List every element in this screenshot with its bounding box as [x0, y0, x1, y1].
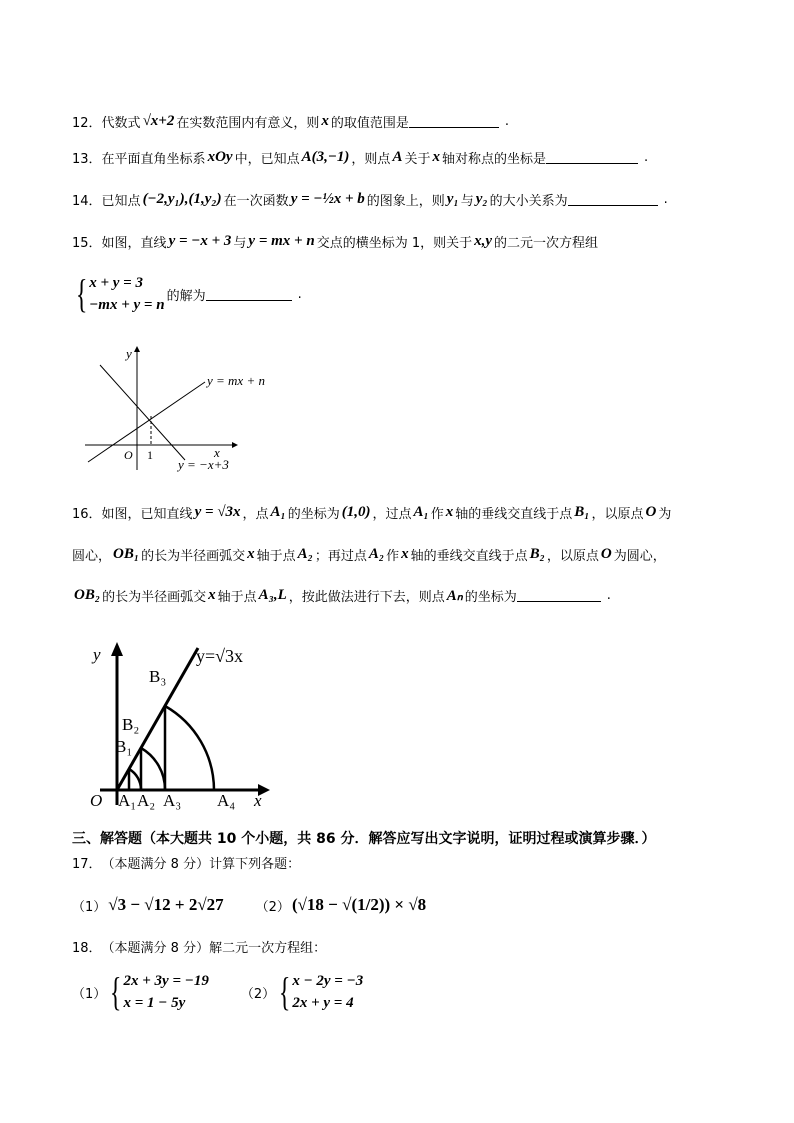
- line-label: y = −x+3: [178, 457, 229, 472]
- text: 如图，已知直线: [101, 507, 193, 522]
- math-expr: √x+2: [142, 113, 175, 129]
- math-var: A₂: [297, 546, 313, 562]
- math-expr: (√18 − √(1/2)) × √8: [291, 895, 427, 914]
- section-title: 三、解答题（本大题共 10 个小题，共 86 分．解答应写出文字说明，证明过程或演算步骤．）: [72, 831, 656, 847]
- equation-system: [106, 970, 211, 1014]
- text: 轴对称点的坐标是: [441, 152, 546, 167]
- text: 轴的垂线交直线于点: [410, 549, 528, 564]
- point-label: A₄: [217, 791, 236, 810]
- question-17: [72, 853, 300, 872]
- q-number: 14．: [72, 194, 102, 209]
- math-var: O: [645, 504, 657, 520]
- text: 作: [430, 507, 444, 522]
- math-var: x: [432, 149, 440, 165]
- text: 轴于点: [217, 590, 257, 605]
- math-expr: y = √3x: [194, 504, 241, 520]
- point-label: A₃: [163, 791, 182, 810]
- question-16: [72, 503, 671, 522]
- text: ；再过点: [314, 549, 367, 564]
- text: 轴的垂线交直线于点: [455, 507, 573, 522]
- point-label: A₁: [118, 791, 137, 810]
- text: （本题满分 8 分）解二元一次方程组：: [101, 941, 327, 956]
- part-label: （2）: [255, 899, 290, 915]
- math-var: O: [600, 546, 612, 562]
- text: 圆心，: [72, 549, 112, 564]
- math-var: x: [401, 546, 409, 562]
- text: 与: [233, 236, 247, 251]
- figure-16: [90, 642, 270, 810]
- text: 的坐标为: [464, 590, 517, 605]
- q-number: 17．: [72, 857, 102, 872]
- equation: x + y = 3: [89, 275, 143, 291]
- math-expr: y = −½x + b: [290, 191, 365, 207]
- text: 作: [386, 549, 400, 564]
- line-label: y = mx + n: [207, 373, 265, 388]
- equation: 2x + 3y = −19: [123, 973, 209, 989]
- y-label: y: [93, 645, 101, 664]
- text: 的大小关系为: [489, 194, 568, 209]
- text: 与: [460, 194, 474, 209]
- text: 的坐标为: [287, 507, 340, 522]
- math-var: x: [321, 113, 329, 129]
- equation: x − 2y = −3: [292, 973, 364, 989]
- text: 轴于点: [256, 549, 296, 564]
- math-expr: y = mx + n: [248, 233, 315, 249]
- math-expr: x,y: [474, 233, 493, 249]
- line-label: y=√3x: [196, 646, 244, 666]
- point-label: B₃: [149, 667, 167, 686]
- math-var: x: [208, 587, 216, 603]
- equation: −mx + y = n: [89, 297, 165, 313]
- equation-system: [275, 970, 365, 1014]
- text: （本题满分 8 分）计算下列各题：: [101, 857, 301, 872]
- q-number: 13．: [72, 152, 102, 167]
- line-neg-x-3: [100, 365, 185, 460]
- text: ，则点: [351, 152, 391, 167]
- text: 的图象上，则: [366, 194, 445, 209]
- text: 在一次函数: [223, 194, 289, 209]
- text: ，过点: [372, 507, 412, 522]
- origin-label: O: [124, 448, 133, 462]
- x-arrow-icon: [232, 442, 238, 448]
- q-number: 16．: [72, 507, 102, 522]
- y-label: y: [126, 346, 132, 361]
- question-16-line3: [72, 586, 611, 605]
- text: 在平面直角坐标系: [101, 152, 206, 167]
- point-label: B₂: [122, 715, 140, 734]
- text: .: [643, 150, 649, 165]
- math-var: A: [392, 149, 403, 165]
- text: ，以原点: [546, 549, 599, 564]
- text: 如图，直线: [101, 236, 167, 251]
- point-label: B₁: [115, 737, 133, 756]
- q-number: 12．: [72, 116, 102, 131]
- text: 在实数范围内有意义，则: [176, 116, 320, 131]
- text: .: [504, 114, 510, 129]
- text: .: [663, 192, 668, 207]
- question-16-line2: [72, 545, 666, 564]
- text: 的长为半径画弧交: [102, 590, 207, 605]
- math-expr: y = −x + 3: [168, 233, 232, 249]
- point-label: A₂: [137, 791, 156, 810]
- part-label: （1）: [72, 899, 107, 915]
- origin-label: O: [90, 791, 103, 810]
- tick-label: 1: [147, 448, 153, 462]
- text: .: [606, 588, 611, 603]
- math-expr: xOy: [207, 149, 233, 165]
- math-var: B₂: [529, 546, 545, 562]
- question-17-parts: [72, 895, 428, 915]
- math-var: A₁: [270, 504, 286, 520]
- math-var: y₁: [446, 191, 459, 207]
- math-expr: OB₁: [113, 546, 140, 562]
- math-expr: (−2,y₁),(1,y₂): [142, 191, 222, 207]
- arc-1: [129, 769, 141, 790]
- brace-icon: {: [110, 969, 122, 1014]
- text: 交点的横坐标为 1，则关于: [316, 236, 473, 251]
- text: 为圆心，: [613, 549, 666, 564]
- brace-icon: {: [75, 271, 88, 316]
- math-var: Aₙ: [446, 588, 463, 604]
- math-var: B₁: [574, 504, 590, 520]
- arc-3: [165, 706, 214, 790]
- part-label: （1）: [72, 986, 107, 1002]
- equation: 2x + y = 4: [292, 995, 354, 1011]
- text: 中，已知点: [234, 152, 300, 167]
- arc-2: [141, 748, 165, 790]
- text: ，点: [242, 507, 269, 522]
- math-expr: √3 − √12 + 2√27: [108, 895, 224, 914]
- brace-icon: {: [278, 969, 291, 1014]
- text: 已知点: [101, 194, 141, 209]
- question-18: [72, 937, 326, 956]
- equation: x = 1 − 5y: [123, 995, 186, 1011]
- figure-15: [85, 346, 265, 472]
- y-arrow-icon: [134, 346, 140, 352]
- text: 的二元一次方程组: [494, 236, 599, 251]
- x-label: x: [214, 445, 220, 460]
- text: 关于: [404, 152, 431, 167]
- math-expr: A₃,L: [258, 587, 287, 603]
- math-var: A₂: [368, 546, 385, 562]
- math-expr: OB₂: [74, 587, 101, 603]
- math-var: x: [247, 546, 255, 562]
- math-expr: A(3,−1): [301, 149, 350, 165]
- text: 的长为半径画弧交: [141, 549, 246, 564]
- q-number: 18．: [72, 941, 102, 956]
- part-label: （2）: [240, 986, 276, 1002]
- question-18-parts: [72, 970, 365, 1014]
- x-label: x: [254, 791, 262, 810]
- text: ，以原点: [591, 507, 644, 522]
- answer-blank[interactable]: [517, 589, 601, 602]
- text: 的取值范围是: [330, 116, 409, 131]
- text: .: [297, 286, 302, 302]
- y-arrow-icon: [111, 642, 123, 656]
- math-var: x: [445, 504, 454, 520]
- section-heading: [72, 828, 655, 848]
- text: 代数式: [101, 116, 141, 131]
- q-number: 15．: [72, 236, 102, 251]
- math-var: y₂: [475, 191, 488, 207]
- text: 的解为: [166, 288, 206, 304]
- text: ，按此做法进行下去，则点: [288, 590, 445, 605]
- math-expr: (1,0): [341, 504, 371, 520]
- text: 为: [658, 507, 672, 522]
- math-var: A₁: [413, 504, 429, 520]
